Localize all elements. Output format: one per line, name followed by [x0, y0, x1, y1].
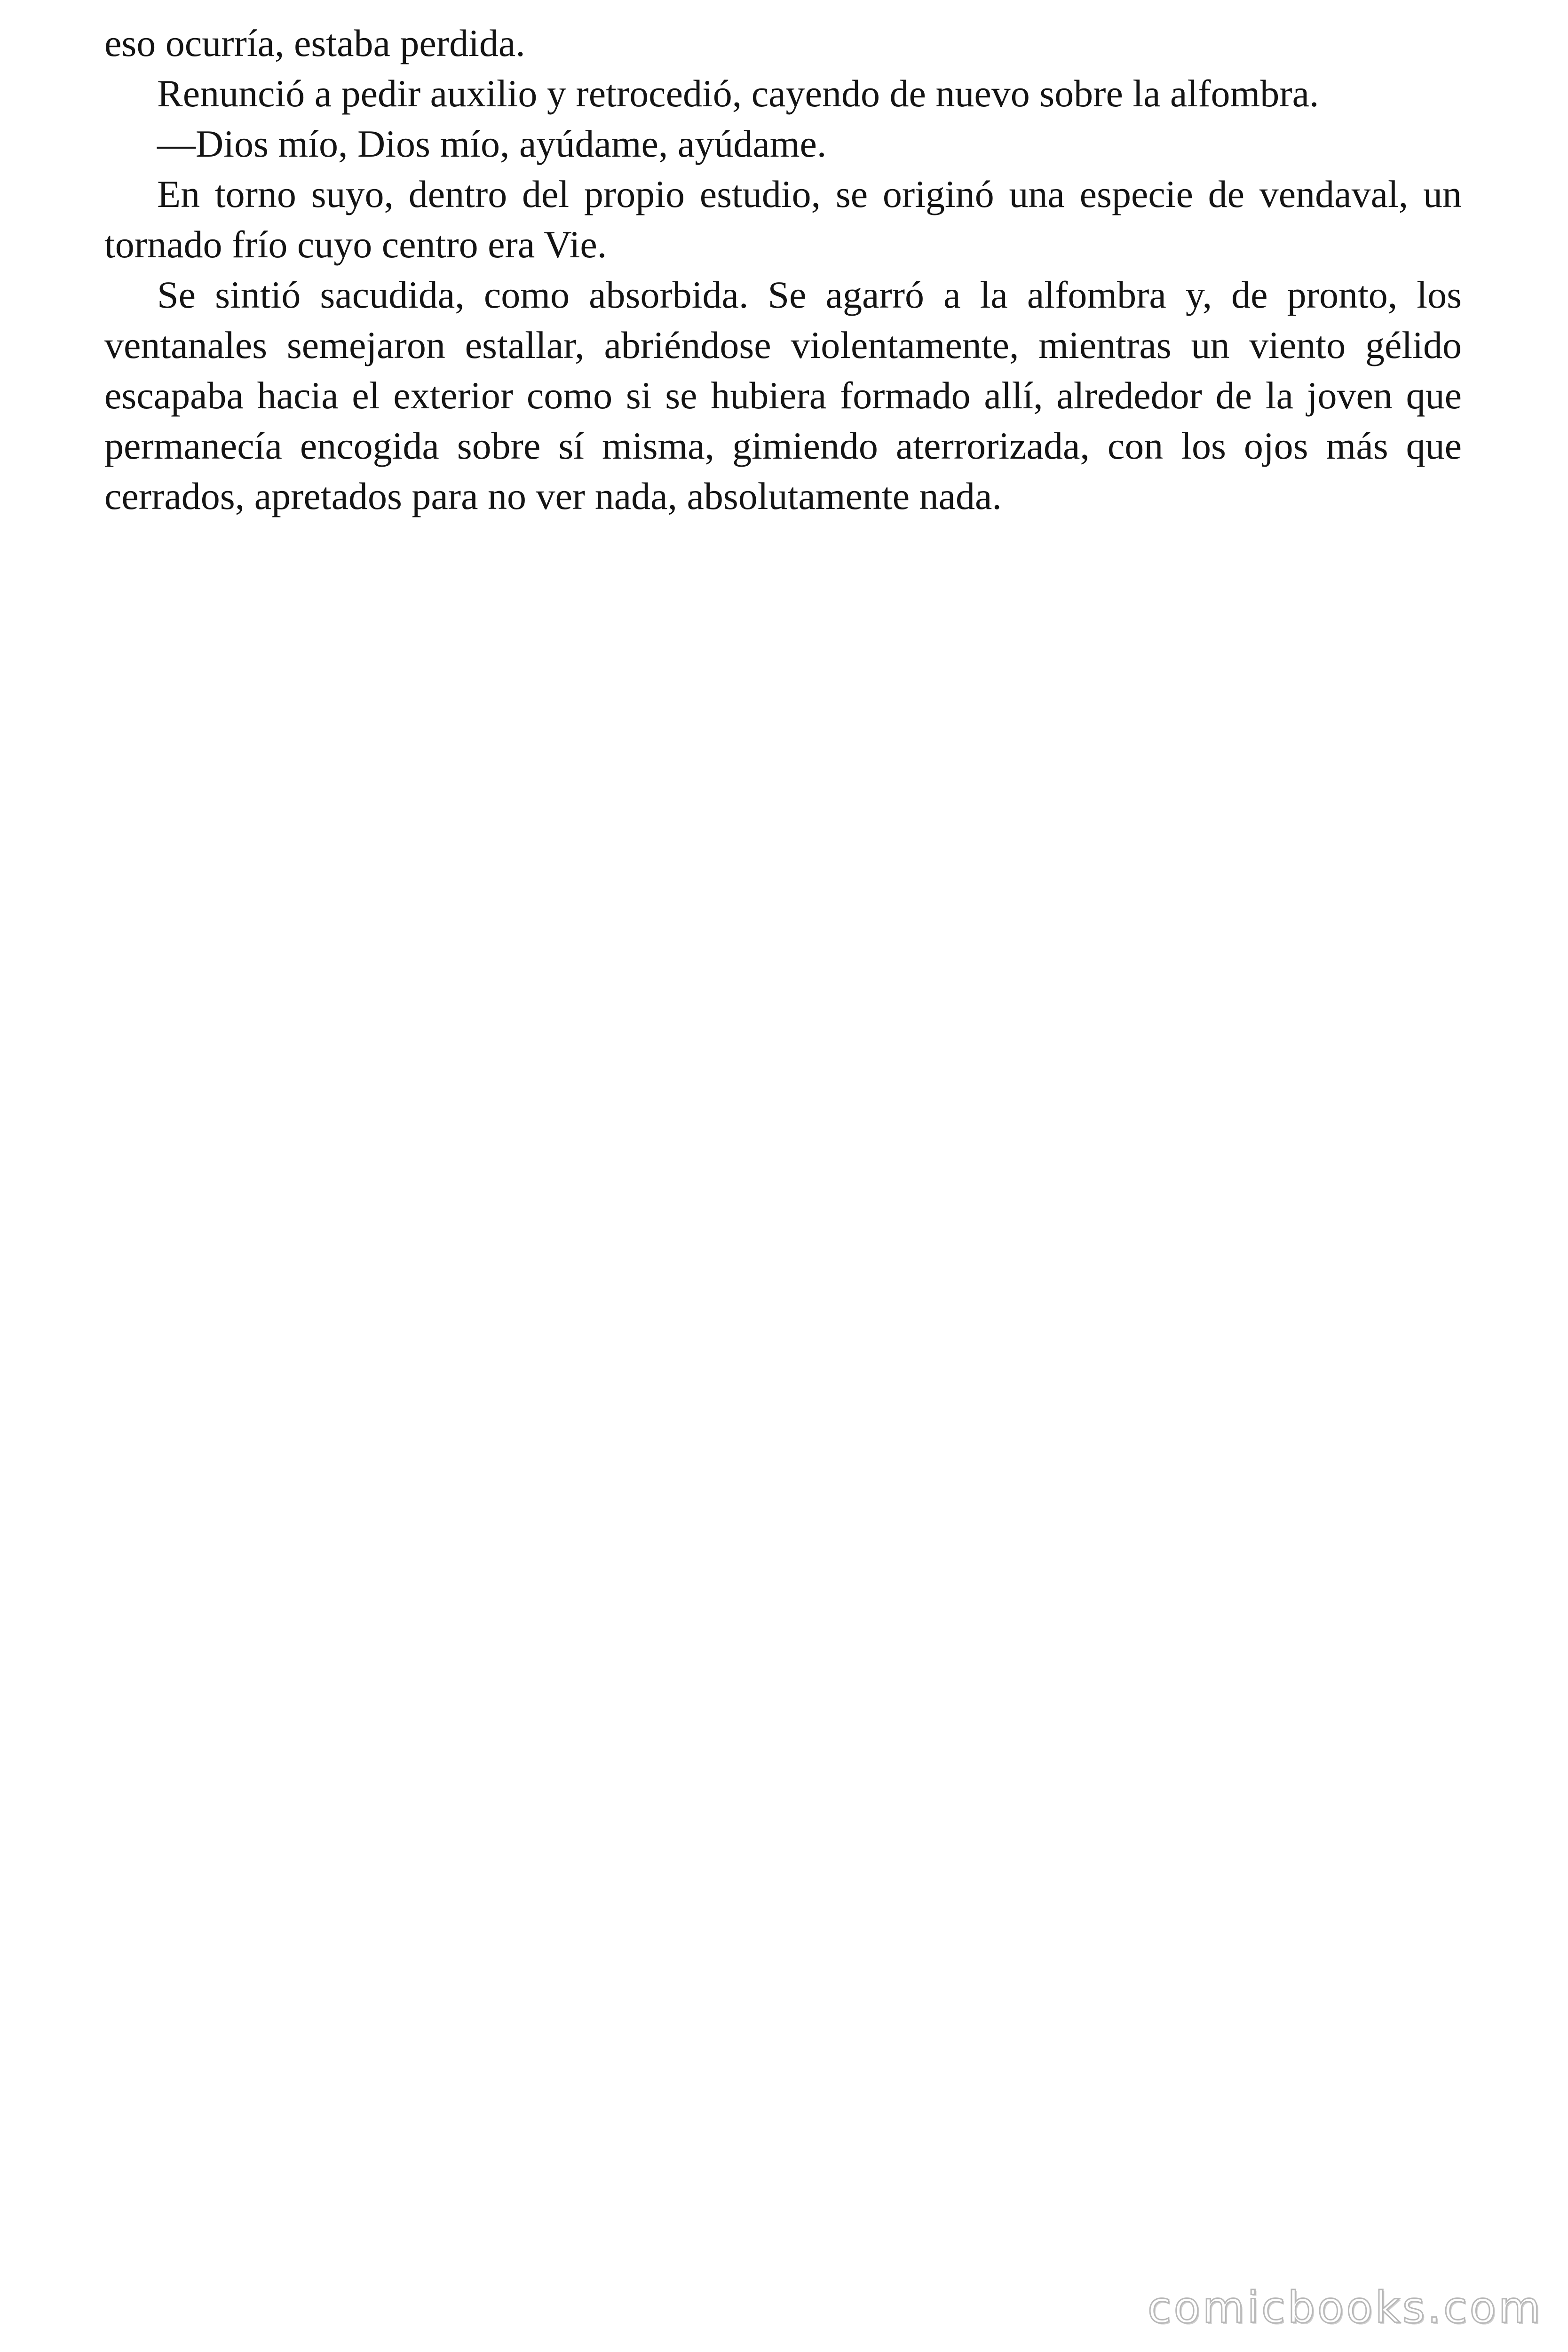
- paragraph-2: Renunció a pedir auxilio y retrocedió, cayendo de nuevo sobre la alfombra.: [157, 72, 1319, 115]
- paragraph-4: En torno suyo, dentro del propio estudio, se originó una especie de vendaval, un tornado frío cuyo centro era Vie.: [104, 173, 1462, 266]
- watermark: comicbooks.com: [1148, 2282, 1543, 2333]
- body-text: [104, 18, 1462, 521]
- paragraph-5: Se sintió sacudida, como absorbida. Se agarró a la alfombra y, de pronto, los ventanales semejaron estallar, abriéndose violentamente, mientras un viento gélido escapaba hacia el exterior como si se hubiera formado allí, alrededor de la joven que permanecía encogida sobre sí misma, gimiendo aterrorizada, con los ojos más que cerrados, apretados para no ver nada, absolutamente nada.: [104, 273, 1462, 517]
- paragraph-1: eso ocurría, estaba perdida.: [104, 22, 525, 64]
- paragraph-3: —Dios mío, Dios mío, ayúdame, ayúdame.: [157, 122, 827, 165]
